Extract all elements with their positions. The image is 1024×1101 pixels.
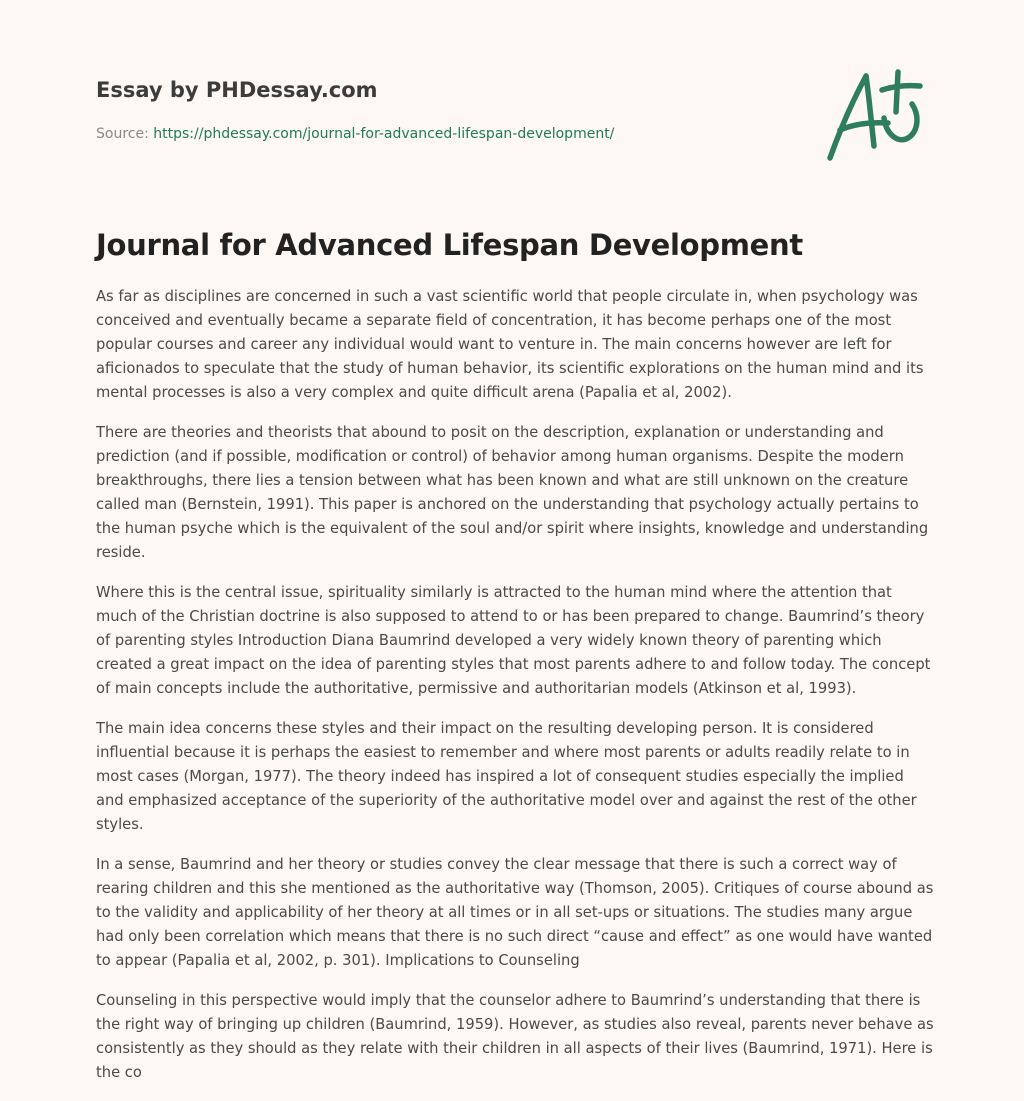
essay-header (96, 74, 796, 144)
source-label: Source: (96, 126, 149, 142)
paragraph: Where this is the central issue, spirituality similarly is attracted to the human mind where the attention that much of the Christian doctrine is also supposed to attend to or has been prepared to change. Baumrind’s theory of parenting styles Introduction Diana Baumrind developed a very widely known theory of parenting which created a great impact on the idea of parenting styles that most parents adhere to and follow today. The concept of main concepts include the authoritative, permissive and authoritarian models (Atkinson et al, 1993). (96, 584, 931, 697)
document-body (96, 285, 934, 1101)
document-title: Journal for Advanced Lifespan Development (96, 228, 803, 262)
paragraph: The main idea concerns these styles and their impact on the resulting developing person. It is considered influential because it is perhaps the easiest to remember and where most parents or adults readily relate to in most cases (Morgan, 1977). The theory indeed has inspired a lot of consequent studies especially the implied and emphasized acceptance of the superiority of the authoritative model over and against the rest of the other styles. (96, 720, 917, 833)
source-line (96, 124, 796, 144)
paragraph: As far as disciplines are concerned in such a vast scientific world that people circulate in, when psychology was conceived and eventually became a separate field of concentration, it has become perhaps one of the most popular courses and career any individual would want to venture in. The main concerns however are left for aficionados to speculate that the study of human behavior, its scientific explorations on the human mind and its mental processes is also a very complex and quite difficult arena (Papalia et al, 2002). (96, 288, 924, 401)
source-link[interactable]: https://phdessay.com/journal-for-advanced-lifespan-development/ (153, 126, 615, 142)
a-plus-logo-icon (822, 68, 928, 164)
paragraph: Counseling in this perspective would imply that the counselor adhere to Baumrind’s understanding that there is the right way of bringing up children (Baumrind, 1959). However, as studies also reveal, parents never behave as consistently as they should as they relate with their children in all aspects of their lives (Baumrind, 1971). Here is the co (96, 992, 934, 1081)
brand-title: Essay by PHDessay.com (96, 78, 378, 102)
paragraph: There are theories and theorists that abound to posit on the description, explanation or understanding and prediction (and if possible, modification or control) of behavior among human organisms. Despite the modern breakthroughs, there lies a tension between what has been known and what are still unknown on the creature called man (Bernstein, 1991). This paper is anchored on the understanding that psychology actually pertains to the human psyche which is the equivalent of the soul and/or spirit where insights, knowledge and understanding reside. (96, 424, 929, 561)
paragraph: In a sense, Baumrind and her theory or studies convey the clear message that there is such a correct way of rearing children and this she mentioned as the authoritative way (Thomson, 2005). Critiques of course abound as to the validity and applicability of her theory at all times or in all set-ups or situations. The studies many argue had only been correlation which means that there is no such direct “cause and effect” as one would have wanted to appear (Papalia et al, 2002, p. 301). Implications to Counseling (96, 856, 934, 969)
